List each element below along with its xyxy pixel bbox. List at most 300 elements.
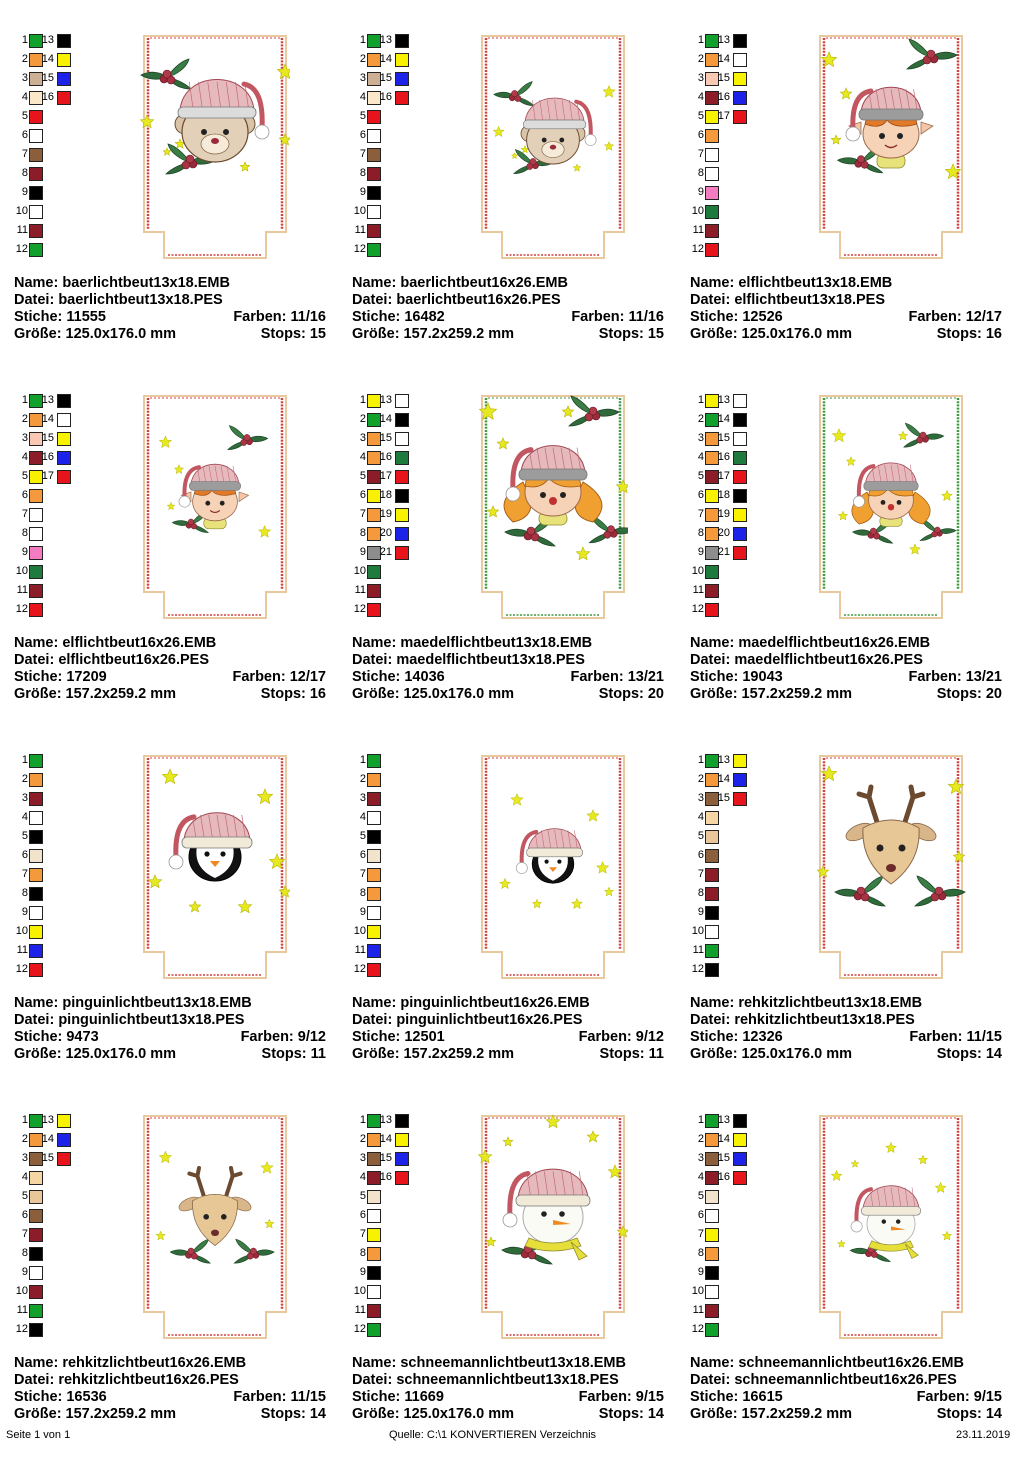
thread-number: 8	[697, 887, 704, 899]
thread-color-swatch	[367, 1228, 381, 1242]
thread-color-swatch	[57, 470, 71, 484]
thread-number: 6	[21, 489, 28, 501]
thread-number: 8	[697, 167, 704, 179]
embroidery-preview	[816, 1112, 966, 1344]
thread-color-swatch	[29, 830, 43, 844]
design-size	[690, 1406, 1002, 1423]
thread-color-entry	[14, 961, 94, 979]
thread-color-swatch	[29, 1266, 43, 1280]
thread-color-swatch	[57, 432, 71, 446]
thread-number: 13	[717, 754, 730, 766]
thread-palette	[352, 32, 432, 272]
thread-color-entry	[42, 449, 122, 467]
thread-color-entry	[14, 544, 94, 562]
thread-number: 9	[697, 906, 704, 918]
thread-color-entry	[718, 1112, 798, 1130]
thread-color-swatch	[733, 1152, 747, 1166]
thread-number: 17	[41, 470, 54, 482]
design-file	[352, 652, 664, 669]
thread-number: 14	[717, 53, 730, 65]
thread-color-swatch	[57, 451, 71, 465]
thread-number: 16	[379, 91, 392, 103]
thread-color-swatch	[367, 906, 381, 920]
thread-color-swatch	[733, 546, 747, 560]
design-stitches-right: Farben: 11/15	[909, 1029, 1002, 1045]
design-card	[14, 752, 344, 1102]
thread-color-swatch	[367, 205, 381, 219]
design-file-text: Datei: elflichtbeut13x18.PES	[690, 292, 886, 308]
design-size-text: Größe: 125.0x176.0 mm	[690, 1046, 853, 1062]
design-size-right: Stops: 20	[598, 686, 664, 702]
thread-color-swatch	[367, 1209, 381, 1223]
thread-palette	[14, 1112, 94, 1352]
design-size	[352, 326, 664, 343]
thread-number: 11	[16, 224, 28, 236]
design-name-text: Name: pinguinlichtbeut16x26.EMB	[352, 995, 590, 1011]
thread-number: 2	[359, 1133, 366, 1145]
thread-color-entry	[14, 942, 94, 960]
thread-color-entry	[690, 601, 770, 619]
thread-number: 6	[697, 129, 704, 141]
thread-number: 6	[21, 129, 28, 141]
design-size-text: Größe: 125.0x176.0 mm	[690, 326, 853, 342]
design-size-right: Stops: 15	[260, 326, 326, 342]
thread-color-entry	[14, 923, 94, 941]
thread-color-entry	[380, 468, 460, 486]
thread-number: 12	[353, 1323, 366, 1335]
design-stitches-right: Farben: 9/12	[578, 1029, 664, 1045]
thread-palette	[352, 392, 432, 632]
thread-color-swatch	[733, 792, 747, 806]
design-name-text: Name: elflichtbeut16x26.EMB	[14, 635, 217, 651]
thread-color-entry	[352, 790, 432, 808]
thread-number: 5	[21, 830, 28, 842]
thread-color-swatch	[29, 1190, 43, 1204]
design-stitches-right: Farben: 11/16	[233, 309, 326, 325]
design-size	[14, 686, 326, 703]
thread-color-entry	[42, 411, 122, 429]
thread-number: 18	[717, 489, 730, 501]
thread-number: 2	[21, 53, 28, 65]
thread-color-swatch	[367, 754, 381, 768]
thread-number: 20	[717, 527, 730, 539]
design-stitches-right: Farben: 11/15	[233, 1389, 326, 1405]
thread-color-entry	[718, 1169, 798, 1187]
design-size-right: Stops: 11	[261, 1046, 326, 1062]
thread-color-swatch	[29, 186, 43, 200]
thread-color-swatch	[395, 470, 409, 484]
thread-number: 5	[697, 110, 704, 122]
design-stitches	[690, 1029, 1002, 1046]
thread-color-swatch	[29, 963, 43, 977]
thread-number: 5	[21, 1190, 28, 1202]
design-size	[690, 686, 1002, 703]
thread-color-swatch	[29, 243, 43, 257]
thread-number: 21	[379, 546, 392, 558]
thread-color-swatch	[705, 963, 719, 977]
thread-color-entry	[352, 904, 432, 922]
footer-source: Quelle: C:\1 KONVERTIEREN Verzeichnis	[389, 1429, 597, 1441]
thread-number: 8	[359, 527, 366, 539]
thread-color-swatch	[29, 754, 43, 768]
thread-color-swatch	[395, 451, 409, 465]
thread-color-entry	[14, 506, 94, 524]
thread-color-entry	[690, 866, 770, 884]
thread-number: 10	[15, 205, 28, 217]
design-stitches	[352, 669, 664, 686]
thread-color-entry	[690, 847, 770, 865]
thread-number: 3	[21, 1152, 28, 1164]
thread-number: 3	[21, 792, 28, 804]
thread-number: 5	[359, 110, 366, 122]
thread-number: 2	[21, 413, 28, 425]
thread-color-swatch	[733, 470, 747, 484]
thread-color-swatch	[367, 849, 381, 863]
design-name	[352, 995, 664, 1012]
thread-number: 14	[41, 1133, 54, 1145]
design-name	[352, 275, 664, 292]
design-name	[14, 995, 326, 1012]
thread-color-swatch	[29, 489, 43, 503]
thread-color-swatch	[29, 205, 43, 219]
thread-color-swatch	[367, 110, 381, 124]
thread-color-swatch	[367, 963, 381, 977]
thread-color-entry	[690, 222, 770, 240]
thread-number: 4	[21, 811, 28, 823]
thread-number: 13	[717, 1114, 730, 1126]
thread-color-swatch	[29, 773, 43, 787]
design-name-text: Name: baerlichtbeut16x26.EMB	[352, 275, 568, 291]
thread-number: 7	[21, 508, 28, 520]
thread-color-swatch	[705, 1304, 719, 1318]
thread-color-entry	[352, 847, 432, 865]
thread-number: 3	[697, 1152, 704, 1164]
thread-color-entry	[690, 828, 770, 846]
thread-color-swatch	[29, 1285, 43, 1299]
design-stitches-text: Stiche: 16536	[14, 1389, 107, 1405]
thread-color-entry	[380, 430, 460, 448]
thread-color-entry	[352, 184, 432, 202]
design-stitches-text: Stiche: 16482	[352, 309, 445, 325]
design-card	[690, 1112, 1020, 1462]
embroidery-preview	[478, 392, 628, 624]
design-stitches	[14, 1389, 326, 1406]
thread-color-entry	[42, 1131, 122, 1149]
thread-color-entry	[352, 601, 432, 619]
design-stitches	[352, 309, 664, 326]
thread-color-entry	[690, 184, 770, 202]
design-card	[14, 32, 344, 382]
thread-color-swatch	[29, 148, 43, 162]
thread-number: 13	[717, 394, 730, 406]
thread-color-swatch	[29, 811, 43, 825]
thread-color-swatch	[733, 773, 747, 787]
design-file-text: Datei: baerlichtbeut13x18.PES	[14, 292, 223, 308]
thread-number: 10	[353, 1285, 366, 1297]
thread-number: 13	[379, 34, 392, 46]
thread-color-swatch	[395, 432, 409, 446]
thread-color-entry	[352, 1226, 432, 1244]
thread-color-entry	[42, 70, 122, 88]
design-stitches-right: Farben: 12/17	[232, 669, 326, 685]
thread-number: 12	[691, 243, 704, 255]
thread-color-entry	[690, 146, 770, 164]
thread-color-swatch	[367, 1266, 381, 1280]
thread-number: 4	[697, 451, 704, 463]
design-file-text: Datei: baerlichtbeut16x26.PES	[352, 292, 561, 308]
thread-color-entry	[352, 866, 432, 884]
thread-palette	[352, 752, 432, 992]
design-stitches-text: Stiche: 11555	[14, 309, 106, 325]
embroidery-preview	[816, 392, 966, 624]
thread-palette	[690, 1112, 770, 1352]
design-name-text: Name: pinguinlichtbeut13x18.EMB	[14, 995, 252, 1011]
design-info	[690, 635, 1002, 703]
thread-color-entry	[352, 165, 432, 183]
design-size-text: Größe: 157.2x259.2 mm	[690, 686, 853, 702]
thread-color-swatch	[367, 584, 381, 598]
thread-number: 11	[16, 584, 28, 596]
design-name	[14, 275, 326, 292]
thread-color-entry	[14, 1207, 94, 1225]
design-info	[352, 635, 664, 703]
thread-color-swatch	[705, 1228, 719, 1242]
thread-color-entry	[352, 222, 432, 240]
thread-color-swatch	[367, 224, 381, 238]
thread-color-entry	[14, 1245, 94, 1263]
thread-number: 4	[21, 91, 28, 103]
thread-number: 13	[379, 1114, 392, 1126]
thread-number: 14	[379, 1133, 392, 1145]
thread-number: 15	[717, 1152, 730, 1164]
thread-number: 11	[16, 944, 28, 956]
thread-color-swatch	[705, 1266, 719, 1280]
thread-color-swatch	[705, 811, 719, 825]
thread-color-entry	[718, 51, 798, 69]
thread-number: 6	[359, 1209, 366, 1221]
thread-color-entry	[42, 392, 122, 410]
thread-color-swatch	[395, 91, 409, 105]
bag-preview-girl	[478, 392, 628, 624]
thread-color-entry	[718, 430, 798, 448]
design-size-right: Stops: 16	[936, 326, 1002, 342]
thread-color-entry	[718, 790, 798, 808]
thread-number: 16	[717, 451, 730, 463]
thread-color-entry	[690, 1283, 770, 1301]
design-file	[690, 652, 1002, 669]
thread-palette	[352, 1112, 432, 1352]
thread-color-entry	[718, 411, 798, 429]
bag-preview-snowman	[816, 1112, 966, 1344]
thread-number: 3	[697, 72, 704, 84]
embroidery-preview	[140, 392, 290, 624]
thread-number: 9	[359, 546, 366, 558]
thread-number: 9	[697, 546, 704, 558]
design-info	[14, 275, 326, 343]
thread-number: 1	[359, 34, 366, 46]
thread-palette	[14, 752, 94, 992]
design-file-text: Datei: pinguinlichtbeut13x18.PES	[14, 1012, 245, 1028]
thread-number: 12	[15, 1323, 28, 1335]
thread-color-swatch	[29, 129, 43, 143]
thread-color-entry	[352, 127, 432, 145]
thread-color-swatch	[29, 1228, 43, 1242]
design-size	[690, 1046, 1002, 1063]
thread-color-entry	[14, 1302, 94, 1320]
thread-color-swatch	[367, 243, 381, 257]
design-info	[690, 995, 1002, 1063]
thread-color-swatch	[705, 565, 719, 579]
thread-number: 5	[359, 1190, 366, 1202]
thread-color-swatch	[29, 868, 43, 882]
thread-color-entry	[690, 1207, 770, 1225]
thread-color-swatch	[705, 868, 719, 882]
thread-color-swatch	[705, 1209, 719, 1223]
thread-color-entry	[14, 165, 94, 183]
thread-color-swatch	[705, 205, 719, 219]
design-size-text: Größe: 125.0x176.0 mm	[352, 686, 515, 702]
thread-number: 6	[359, 849, 366, 861]
thread-color-entry	[380, 32, 460, 50]
thread-color-swatch	[395, 489, 409, 503]
thread-color-entry	[14, 904, 94, 922]
thread-color-swatch	[733, 508, 747, 522]
thread-number: 19	[379, 508, 392, 520]
thread-number: 3	[359, 1152, 366, 1164]
thread-color-swatch	[733, 413, 747, 427]
thread-color-swatch	[367, 830, 381, 844]
thread-number: 16	[717, 91, 730, 103]
thread-number: 4	[359, 1171, 366, 1183]
design-file-text: Datei: maedelflichtbeut16x26.PES	[690, 652, 923, 668]
design-file	[352, 1012, 664, 1029]
thread-color-entry	[14, 885, 94, 903]
design-info	[352, 1355, 664, 1423]
thread-number: 15	[379, 432, 392, 444]
thread-number: 6	[697, 849, 704, 861]
thread-color-swatch	[395, 34, 409, 48]
design-stitches-right: Farben: 9/15	[578, 1389, 664, 1405]
thread-number: 1	[697, 754, 704, 766]
thread-number: 8	[359, 167, 366, 179]
design-info	[690, 1355, 1002, 1423]
thread-color-swatch	[705, 1323, 719, 1337]
design-name-text: Name: schneemannlichtbeut13x18.EMB	[352, 1355, 626, 1371]
thread-color-swatch	[705, 1247, 719, 1261]
design-size	[690, 326, 1002, 343]
thread-color-swatch	[367, 868, 381, 882]
thread-color-entry	[14, 828, 94, 846]
thread-number: 1	[697, 1114, 704, 1126]
bag-preview-fawn	[816, 752, 966, 984]
thread-number: 17	[717, 470, 730, 482]
thread-number: 16	[717, 1171, 730, 1183]
thread-color-entry	[42, 51, 122, 69]
design-stitches-right: Farben: 13/21	[570, 669, 664, 685]
thread-number: 3	[697, 792, 704, 804]
thread-color-entry	[380, 1112, 460, 1130]
thread-number: 9	[359, 906, 366, 918]
thread-number: 9	[697, 1266, 704, 1278]
thread-color-swatch	[367, 129, 381, 143]
thread-number: 8	[697, 527, 704, 539]
thread-color-entry	[690, 1245, 770, 1263]
thread-color-swatch	[367, 887, 381, 901]
thread-number: 6	[21, 849, 28, 861]
design-stitches	[352, 1029, 664, 1046]
thread-number: 14	[717, 1133, 730, 1145]
design-size-text: Größe: 125.0x176.0 mm	[352, 1406, 515, 1422]
thread-color-swatch	[733, 34, 747, 48]
thread-color-entry	[380, 1169, 460, 1187]
design-info	[14, 995, 326, 1063]
thread-color-entry	[42, 1150, 122, 1168]
thread-color-entry	[690, 942, 770, 960]
thread-number: 4	[359, 91, 366, 103]
thread-color-entry	[14, 790, 94, 808]
thread-color-entry	[14, 127, 94, 145]
design-stitches	[14, 669, 326, 686]
thread-number: 10	[353, 925, 366, 937]
thread-number: 3	[359, 72, 366, 84]
design-size-right: Stops: 14	[936, 1046, 1002, 1062]
thread-color-swatch	[733, 754, 747, 768]
thread-color-entry	[14, 525, 94, 543]
thread-number: 15	[379, 1152, 392, 1164]
design-card	[352, 1112, 682, 1462]
thread-number: 7	[697, 508, 704, 520]
thread-palette	[690, 392, 770, 632]
thread-color-entry	[690, 1188, 770, 1206]
thread-number: 4	[697, 91, 704, 103]
thread-color-swatch	[29, 110, 43, 124]
thread-color-entry	[42, 32, 122, 50]
thread-color-entry	[352, 241, 432, 259]
embroidery-preview	[140, 1112, 290, 1344]
thread-color-entry	[380, 449, 460, 467]
thread-number: 11	[16, 1304, 28, 1316]
thread-number: 7	[359, 868, 366, 880]
thread-color-swatch	[29, 849, 43, 863]
thread-number: 11	[692, 584, 704, 596]
design-size	[352, 1406, 664, 1423]
thread-color-entry	[352, 752, 432, 770]
thread-color-entry	[690, 961, 770, 979]
thread-color-swatch	[367, 1304, 381, 1318]
thread-number: 14	[379, 53, 392, 65]
thread-number: 3	[359, 432, 366, 444]
thread-number: 2	[359, 413, 366, 425]
design-size-text: Größe: 157.2x259.2 mm	[14, 686, 177, 702]
bag-preview-snowman	[478, 1112, 628, 1344]
thread-number: 6	[359, 489, 366, 501]
thread-number: 10	[691, 1285, 704, 1297]
design-size-right: Stops: 20	[936, 686, 1002, 702]
thread-color-entry	[380, 1131, 460, 1149]
thread-number: 2	[359, 53, 366, 65]
design-size	[352, 686, 664, 703]
design-name	[352, 635, 664, 652]
design-info	[14, 635, 326, 703]
thread-color-swatch	[733, 1114, 747, 1128]
thread-color-swatch	[29, 792, 43, 806]
thread-color-swatch	[705, 944, 719, 958]
design-size-text: Größe: 125.0x176.0 mm	[14, 326, 177, 342]
thread-color-swatch	[29, 1323, 43, 1337]
thread-number: 4	[21, 1171, 28, 1183]
thread-number: 20	[379, 527, 392, 539]
thread-number: 7	[21, 868, 28, 880]
